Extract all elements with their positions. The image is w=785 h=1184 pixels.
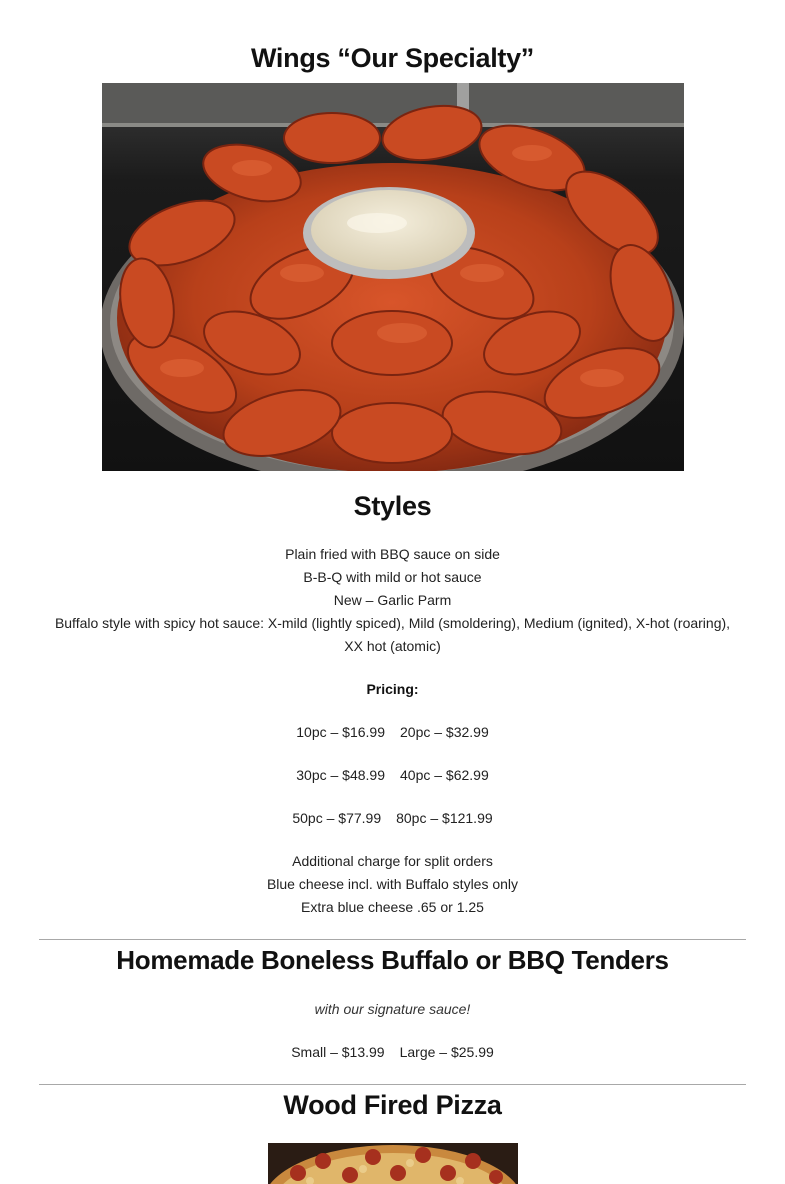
style-line: Buffalo style with spicy hot sauce: X-mild (lightly spiced), Mild (smoldering), Medium (ignited), X-hot (roaring), bbox=[54, 615, 731, 631]
price-row bbox=[0, 808, 785, 828]
price-item: 40pc – $62.99 bbox=[400, 767, 489, 783]
wing-notes bbox=[0, 850, 785, 919]
price-item: 20pc – $32.99 bbox=[400, 724, 489, 740]
style-line: B-B-Q with mild or hot sauce bbox=[303, 569, 482, 585]
tenders-heading: Homemade Boneless Buffalo or BBQ Tenders bbox=[116, 945, 669, 975]
price-item: Large – $25.99 bbox=[399, 1044, 494, 1060]
price-row bbox=[0, 765, 785, 785]
pricing-label: Pricing: bbox=[366, 681, 419, 697]
tenders-price-row bbox=[0, 1042, 785, 1062]
style-line: XX hot (atomic) bbox=[344, 638, 441, 654]
section-divider bbox=[39, 1084, 746, 1085]
note-line: Extra blue cheese .65 or 1.25 bbox=[301, 899, 484, 915]
note-line: Blue cheese incl. with Buffalo styles only bbox=[266, 876, 519, 892]
price-item: 50pc – $77.99 bbox=[292, 810, 382, 826]
style-line: New – Garlic Parm bbox=[333, 592, 452, 608]
price-item: 80pc – $121.99 bbox=[396, 810, 493, 826]
pepperoni-pizza-photo bbox=[268, 1143, 518, 1184]
price-item: 30pc – $48.99 bbox=[296, 767, 385, 783]
section-divider bbox=[39, 939, 746, 940]
style-line: Plain fried with BBQ sauce on side bbox=[285, 546, 500, 562]
styles-heading: Styles bbox=[353, 491, 432, 521]
price-row bbox=[0, 722, 785, 742]
tenders-subtitle: with our signature sauce! bbox=[314, 1001, 471, 1017]
price-item: 10pc – $16.99 bbox=[296, 724, 385, 740]
wings-heading: Wings “Our Specialty” bbox=[250, 43, 534, 73]
note-line: Additional charge for split orders bbox=[292, 853, 493, 869]
chicken-wings-platter-photo bbox=[102, 83, 684, 471]
styles-list bbox=[40, 543, 745, 658]
price-item: Small – $13.99 bbox=[291, 1044, 385, 1060]
pizza-heading: Wood Fired Pizza bbox=[283, 1090, 502, 1120]
